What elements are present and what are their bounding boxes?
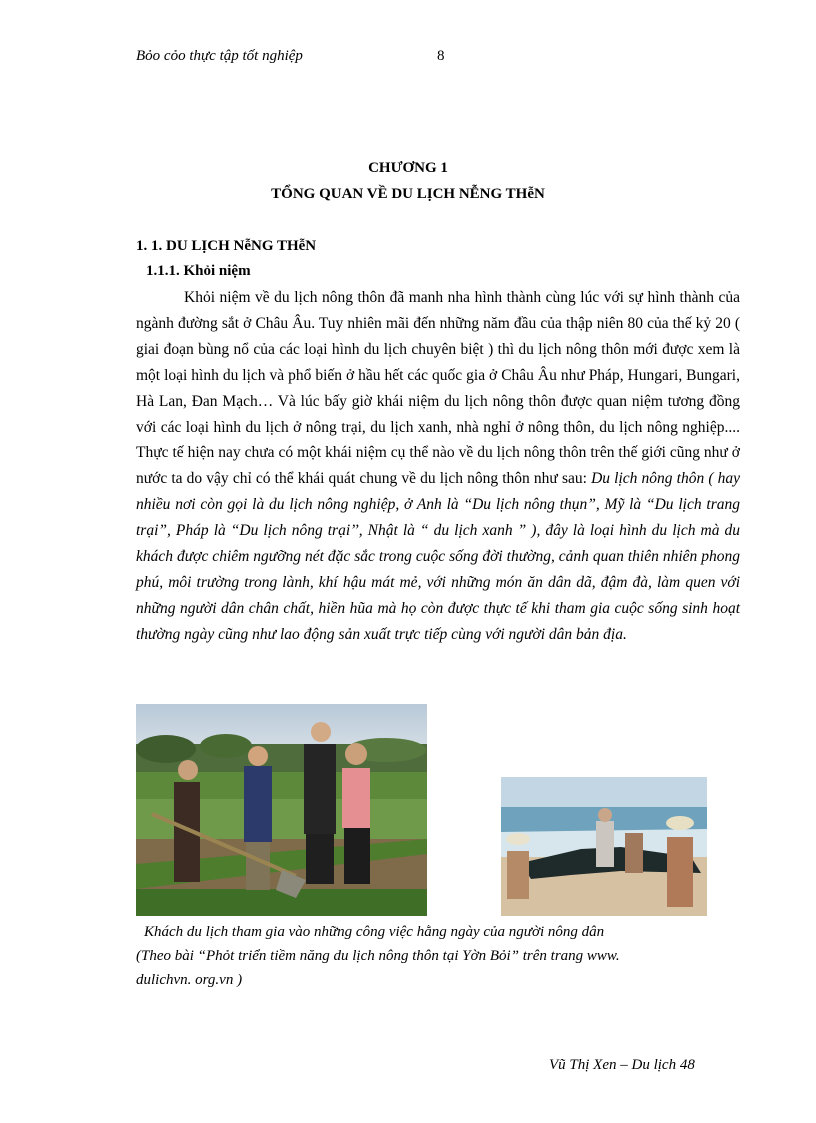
caption-line-2: (Theo bài “Phỏt triển tiềm năng du lịch nông thôn tại Yờn Bỏi” trên trang www. [136,948,620,964]
chapter-title: TỔNG QUAN VỀ DU LỊCH NỄNG THễN [271,186,545,202]
beach-photo [501,777,707,916]
section-heading: 1. 1. DU LỊCH NễNG THễN [136,238,317,254]
chapter-label: CHƯƠNG 1 [368,160,448,176]
caption-line-1: Khách du lịch tham gia vào những công việc hằng ngày của người nông dân [144,924,605,940]
body-text-plain: Khỏi niệm về du lịch nông thôn đã manh nha hình thành cùng lúc với sự hình thành của ngành đường sắt ở Châu Âu. Tuy nhiên mãi đến những năm đầu của thập niên 80 của thế kỷ 20 ( giai đoạn bùng nổ của các loại hình du lịch chuyên biệt ) thì du lịch nông thôn mới được xem là một loại hình du lịch và phổ biến ở hầu hết các quốc gia ở Châu Âu như Pháp, Hungari, Bungari, Hà Lan, Đan Mạch… Và lúc bấy giờ khái niệm du lịch nông thôn được quan niệm tương đồng với các loại hình du lịch ở nông trại, du lịch xanh, nhà nghỉ ở nông thôn, du lịch nông nghiệp.... Thực tế hiện nay chưa có một khái niệm cụ thể nào về du lịch nông thôn trên thế giới cũng như ở nước ta do vậy chỉ có thể khái quát chung về du lịch nông thôn như sau: [136,289,740,488]
figure-caption [136,920,756,992]
farm-photo [136,704,427,916]
subsection-heading: 1.1.1. Khỏi niệm [146,263,251,279]
page-number: 8 [437,48,445,64]
body-text-italic-definition: Du lịch nông thôn ( hay nhiều nơi còn gọi là du lịch nông nghiệp, ở Anh là “Du lịch nông thụn”, Mỹ là “Du lịch trang trại”, Pháp là “Du lịch nông trại’’, Nhật là “ du lịch xanh ” ), đây là loại hình du lịch mà du khách được chiêm ngưỡng nét đặc sắc trong cuộc sống đời thường, cảnh quan thiên nhiên phong phú, môi trường trong lành, khí hậu mát mẻ, với những món ăn dân dã, đậm đà, làm quen với những người dân chân chất, hiền hũa mà họ còn được thực tế khi tham gia cuộc sống sinh hoạt thường ngày cũng như lao động sản xuất trực tiếp cùng với người dân bản địa. [136,470,740,643]
caption-line-3: dulichvn. org.vn ) [136,972,243,988]
running-header-title: Bỏo cỏo thực tập tốt nghiệp [136,48,303,64]
footer-author: Vũ Thị Xen – Du lịch 48 [549,1057,695,1073]
body-paragraph [136,285,740,648]
